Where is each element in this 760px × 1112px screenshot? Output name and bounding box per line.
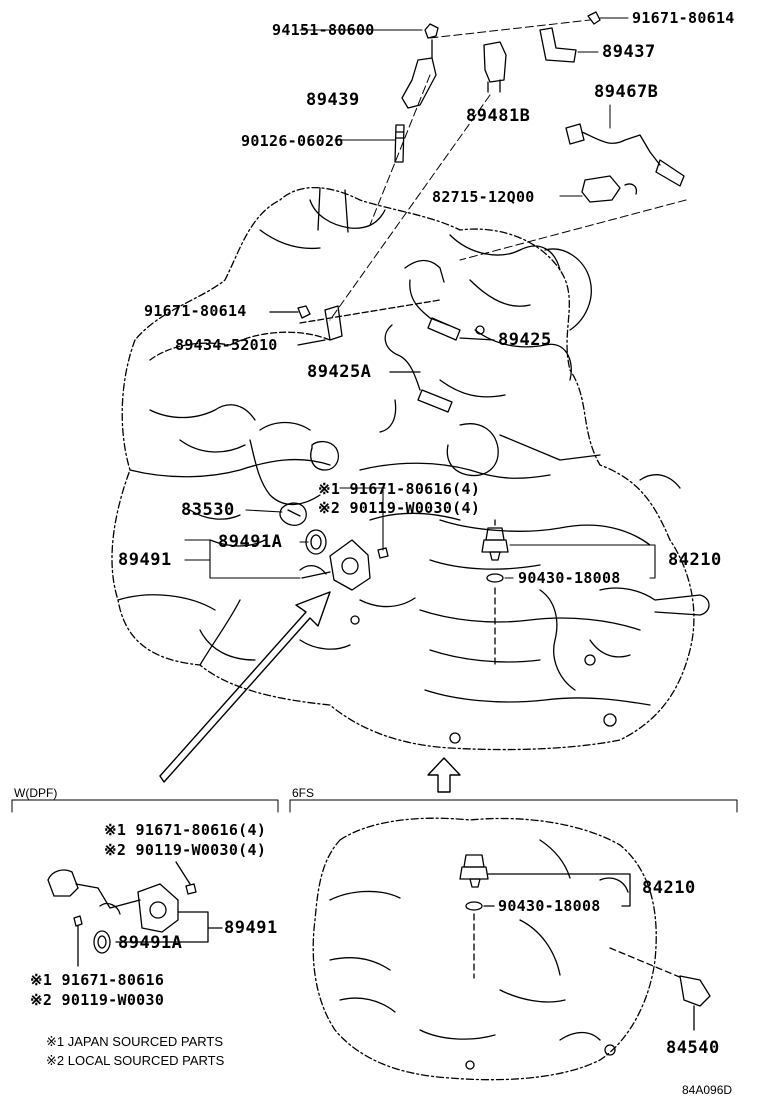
up-arrow: [428, 758, 460, 792]
sixfs-label-90430-18008: 90430-18008: [498, 897, 601, 915]
sensor-89481B: [484, 42, 506, 92]
dashed-leader-lines: [330, 20, 686, 320]
bolt-91671-mid: [270, 306, 310, 318]
oil-seal-89491A: [306, 530, 326, 554]
note-local-sourced: ※2 LOCAL SOURCED PARTS: [46, 1053, 225, 1068]
sensor-89425A: [380, 325, 452, 432]
section-dividers: [12, 800, 737, 812]
label-91671-80616-4: ※1 91671-80616(4): [318, 480, 481, 498]
label-89434-52010: 89434-52010: [175, 336, 278, 354]
label-89425A: 89425A: [307, 362, 372, 382]
switch-83530: [280, 503, 306, 525]
gasket-90430: [487, 574, 503, 582]
sensor-89467B: [566, 105, 684, 186]
label-91671-80614-mid: 91671-80614: [144, 302, 247, 320]
label-89467B: 89467B: [594, 82, 659, 102]
label-89491: 89491: [118, 550, 172, 570]
sixfs-label-84540: 84540: [666, 1038, 720, 1058]
section-title-wdpf: W(DPF): [14, 786, 58, 800]
label-91671-80614-top: 91671-80614: [632, 9, 735, 27]
dpf-label-ref3: ※1 91671-80616: [30, 971, 165, 989]
label-94151-80600: 94151-80600: [272, 21, 375, 39]
label-90430-18008: 90430-18008: [518, 569, 621, 587]
dpf-label-89491A: 89491A: [118, 933, 183, 953]
sixfs-transaxle-outline: [313, 818, 710, 1079]
label-89425: 89425: [498, 330, 552, 350]
sensor-84210: [482, 520, 508, 665]
dpf-label-ref2: ※2 90119-W0030(4): [104, 841, 267, 859]
section-title-6fs: 6FS: [292, 786, 315, 800]
dpf-label-89491: 89491: [224, 918, 278, 938]
stud-bolt-90126: [335, 125, 404, 162]
label-82715-12Q00: 82715-12Q00: [432, 188, 535, 206]
clamp-82715: [560, 176, 636, 202]
label-89439: 89439: [306, 90, 360, 110]
position-sensor-89491: [300, 540, 370, 590]
sensor-89425: [405, 261, 494, 341]
transaxle-body-outline: [112, 188, 709, 750]
label-90119-W0030-4: ※2 90119-W0030(4): [318, 499, 481, 517]
dpf-label-ref1: ※1 91671-80616(4): [104, 821, 267, 839]
note-japan-sourced: ※1 JAPAN SOURCED PARTS: [46, 1034, 224, 1049]
drawing-code: 84A096D: [682, 1083, 733, 1097]
label-90126-06026: 90126-06026: [241, 132, 344, 150]
direction-arrow: [160, 592, 330, 782]
label-89491A: 89491A: [218, 532, 283, 552]
label-89481B: 89481B: [466, 106, 531, 126]
label-83530: 83530: [181, 500, 235, 520]
dpf-label-ref4: ※2 90119-W0030: [30, 991, 165, 1009]
sixfs-label-84210: 84210: [642, 878, 696, 898]
label-84210: 84210: [668, 550, 722, 570]
label-89437: 89437: [602, 42, 656, 62]
